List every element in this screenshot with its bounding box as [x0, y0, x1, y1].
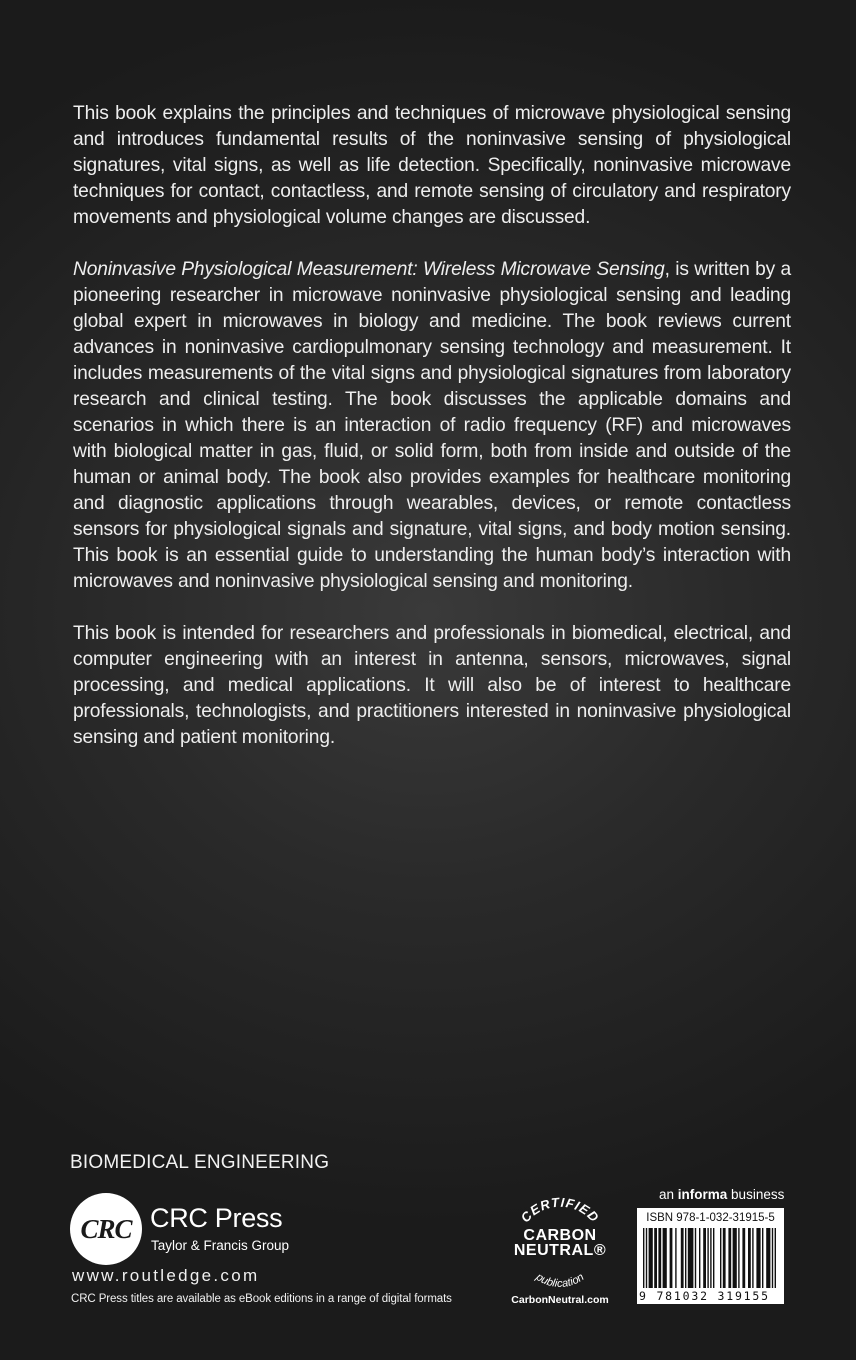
- barcode-bar: [703, 1228, 706, 1288]
- informa-prefix: an: [659, 1187, 678, 1202]
- barcode-bar: [723, 1228, 726, 1288]
- subject-category: BIOMEDICAL ENGINEERING: [70, 1152, 330, 1173]
- barcode-bar: [654, 1228, 657, 1288]
- ebook-note: CRC Press titles are available as eBook editions in a range of digital formats: [71, 1293, 452, 1305]
- carbon-neutral-bottom-text: publication: [533, 1271, 587, 1290]
- barcode-bar: [733, 1228, 737, 1288]
- barcode-bar: [681, 1228, 684, 1288]
- barcode-bar: [766, 1228, 770, 1288]
- barcode-bar: [649, 1228, 653, 1288]
- barcode-bar: [738, 1228, 739, 1288]
- barcode-bar: [663, 1228, 667, 1288]
- barcode-digits: 9 781032 319155: [639, 1289, 770, 1303]
- publisher-website: www.routledge.com: [72, 1266, 260, 1285]
- publisher-group: Taylor & Francis Group: [151, 1238, 290, 1253]
- crc-logo-text: CRC: [80, 1213, 132, 1244]
- barcode-bar: [756, 1228, 760, 1288]
- informa-brand: informa: [677, 1187, 728, 1202]
- description-paragraph-1: This book explains the principles and techniques of microwave physiological sensing and introduces fundamental results of the noninvasive sensing of physiological signatures, vital signs, as well as life detection. Specifically, noninvasive microwave techniques for contact, contactless, and remote sensing of circulatory and respiratory movements and physiological volume changes are discussed.: [73, 103, 791, 228]
- barcode-bar: [643, 1228, 644, 1288]
- crc-press-logo: [70, 1193, 142, 1265]
- barcode-bar: [675, 1228, 676, 1288]
- barcode-bar: [695, 1228, 696, 1288]
- carbon-neutral-badge: [500, 1190, 620, 1310]
- informa-business-line: [659, 1187, 784, 1202]
- book-description: [73, 101, 791, 777]
- barcode-bar: [658, 1228, 661, 1288]
- barcode-bar: [685, 1228, 686, 1288]
- barcode-bar: [728, 1228, 731, 1288]
- barcode-bar: [699, 1228, 700, 1288]
- carbon-neutral-wordmark: [504, 1228, 616, 1258]
- barcode-bar: [670, 1228, 673, 1288]
- neutral-word: NEUTRAL®: [513, 1242, 607, 1259]
- barcode-bar: [720, 1228, 721, 1288]
- svg-text:CERTIFIED: [518, 1195, 603, 1226]
- barcode-bar: [707, 1228, 708, 1288]
- barcode-bar: [762, 1228, 763, 1288]
- informa-suffix: business: [727, 1187, 785, 1202]
- barcode-bar: [748, 1228, 751, 1288]
- barcode-bar: [688, 1228, 694, 1288]
- isbn-barcode: [637, 1208, 784, 1304]
- svg-text:publication: [533, 1271, 586, 1290]
- barcode-bar: [742, 1228, 745, 1288]
- description-paragraph-3: This book is intended for researchers and professionals in biomedical, electrical, and computer engineering with an interest in antenna, sensors, microwaves, signal processing, and medical applications. It will also be of interest to healthcare professionals, technologists, and practitioners interested in noninvasive physiological sensing and patient monitoring.: [73, 623, 791, 748]
- barcode-bar: [772, 1228, 773, 1288]
- barcode-bar: [710, 1228, 711, 1288]
- carbon-word: CARBON: [523, 1227, 597, 1244]
- description-paragraph-2-body: , is written by a pioneering researcher in microwave noninvasive physiological sensing and leading global expert in microwaves in biology and medicine. The book reviews current advances in noninvasive cardiopulmonary sensing technology and measurement. It includes measurements of the vital signs and physiological signatures from laboratory research and clinical testing. The book discusses the applicable domains and scenarios in which there is an interaction of radio frequency (RF) and microwaves with biological matter in gas, fluid, or solid form, both from inside and outside of the human or animal body. The book also provides examples for healthcare monitoring and diagnostic applications through wearables, devices, or remote contactless sensors for physiological signals and signature, vital signs, and body motion sensing. This book is an essential guide to understanding the human body’s interaction with microwaves and noninvasive physiological sensing and monitoring.: [73, 259, 791, 592]
- barcode-bar: [775, 1228, 776, 1288]
- barcode-bar: [713, 1228, 714, 1288]
- carbon-neutral-top-text: CERTIFIED: [517, 1194, 603, 1226]
- isbn-text: ISBN 978-1-032-31915-5: [646, 1212, 775, 1224]
- publisher-name: CRC Press: [150, 1203, 283, 1233]
- book-title-italic: Noninvasive Physiological Measurement: Wireless Microwave Sensing: [73, 259, 665, 280]
- barcode-bar: [646, 1228, 647, 1288]
- description-paragraph-2: [73, 257, 791, 595]
- barcode-bar: [752, 1228, 753, 1288]
- barcode-bars: [643, 1228, 778, 1288]
- carbon-neutral-site: CarbonNeutral.com: [511, 1294, 609, 1306]
